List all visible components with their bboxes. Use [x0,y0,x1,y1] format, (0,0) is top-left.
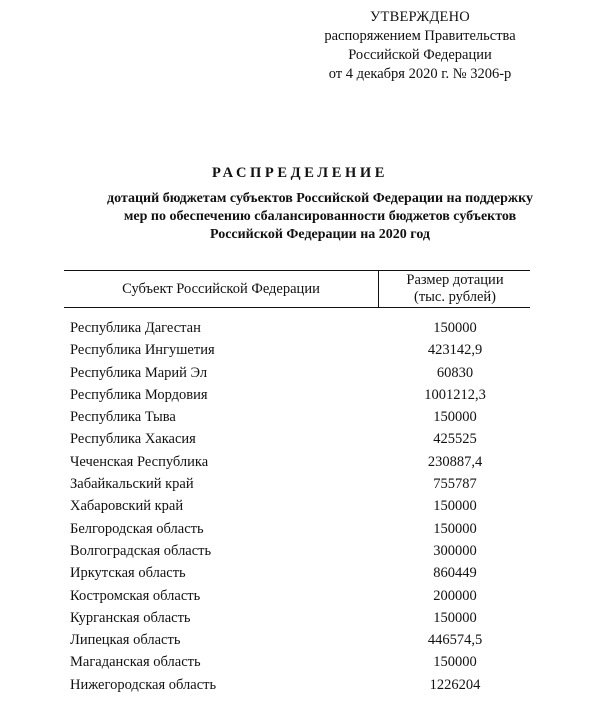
subsidy-amount: 300000 [433,542,477,559]
subtitle-line-2: мер по обеспечению сбалансированности бюджетов субъектов [123,209,517,224]
subject-name: Хабаровский край [70,498,184,515]
table-row [0,475,600,497]
document-subtitle [50,190,590,244]
column-header-amount-line-1: Размер дотации [406,272,504,288]
table-row [0,520,600,542]
table-row [0,341,600,363]
subsidy-amount: 150000 [433,520,477,537]
table-row [0,609,600,631]
subject-name: Республика Ингушетия [70,342,215,359]
subsidy-amount: 423142,9 [427,342,483,359]
subsidy-amount: 425525 [433,431,477,448]
table-row [0,386,600,408]
subsidy-amount: 446574,5 [427,632,483,649]
table-row [0,631,600,653]
subject-name: Республика Тыва [70,409,176,426]
subsidy-amount: 1226204 [429,676,481,693]
subject-name: Волгоградская область [70,542,212,559]
subject-name: Магаданская область [70,654,201,671]
subject-name: Республика Хакасия [70,431,196,448]
subtitle-line-3: Российской Федерации на 2020 год [209,227,430,242]
subsidy-amount: 150000 [433,409,477,426]
subject-name: Костромская область [70,587,201,604]
table-row [0,430,600,452]
approval-heading: УТВЕРЖДЕНО [370,9,470,25]
subject-name: Республика Марий Эл [70,364,208,381]
table-row [0,542,600,564]
subsidy-amount: 860449 [433,565,477,582]
subtitle-line-1: дотаций бюджетам субъектов Российской Федерации на поддержку [107,191,533,206]
approval-authority: распоряжением Правительства [324,28,516,44]
table-row [0,453,600,475]
table-row [0,653,600,675]
subject-name: Липецкая область [70,632,181,649]
subsidy-amount: 150000 [433,654,477,671]
approval-country: Российской Федерации [348,47,492,63]
subsidy-amount: 1001212,3 [424,386,486,403]
table-top-rule [64,270,530,271]
table-row [0,319,600,341]
table-row [0,564,600,586]
subsidy-amount: 230887,4 [427,453,483,470]
subject-name: Республика Мордовия [70,386,208,403]
subject-name: Республика Дагестан [70,320,201,336]
table-row [0,676,600,698]
column-header-amount [380,272,530,306]
table-column-divider [378,270,379,307]
subsidy-amount: 200000 [433,587,477,604]
table-header-rule [64,307,530,308]
subsidy-amount: 150000 [433,498,477,515]
subject-name: Нижегородская область [70,676,217,693]
table-row [0,408,600,430]
subject-name: Курганская область [70,609,191,626]
column-header-subject: Субъект Российской Федерации [122,281,320,297]
subsidy-amount: 60830 [436,364,474,381]
table-row [0,587,600,609]
approval-block [300,8,540,84]
subsidy-amount: 755787 [433,476,477,493]
subject-name: Чеченская Республика [70,453,209,470]
table-row [0,497,600,519]
subject-name: Иркутская область [70,565,186,582]
subsidy-amount: 150000 [433,609,477,626]
subject-name: Забайкальский край [70,476,194,493]
document-title: РАСПРЕДЕЛЕНИЕ [212,165,388,181]
column-header-amount-line-2: (тыс. рублей) [414,289,496,305]
table-body [0,319,600,698]
subject-name: Белгородская область [70,520,204,537]
table-row [0,364,600,386]
approval-date-number: от 4 декабря 2020 г. № 3206-р [328,66,512,82]
subsidy-amount: 150000 [433,320,477,336]
